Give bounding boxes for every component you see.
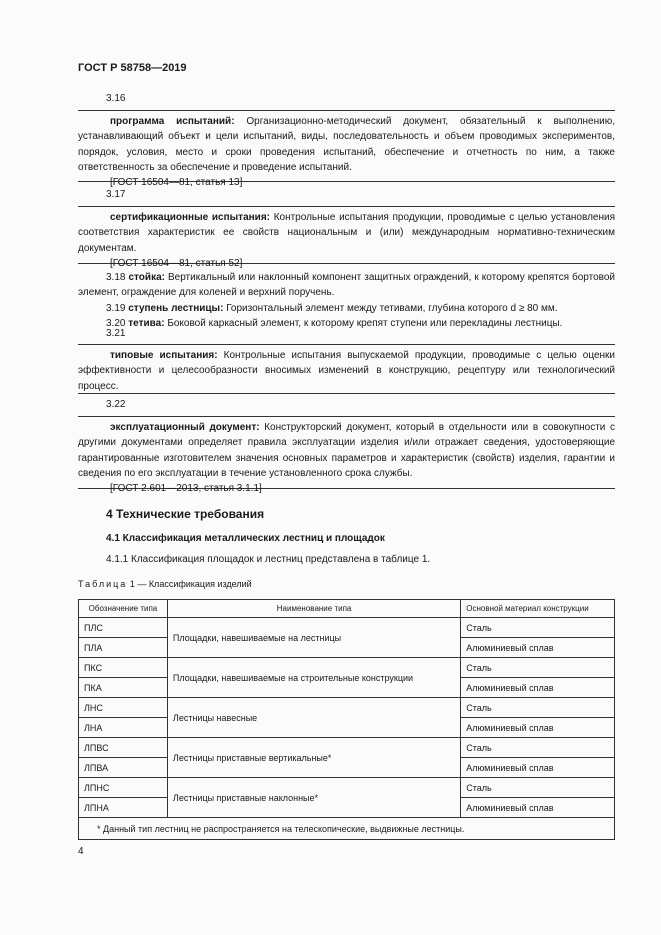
inline-definition (78, 316, 615, 331)
type-code: ПКС (79, 658, 168, 678)
definition-text: Конструкторский документ, который в отдельности или в совокупности с другими документами определяет правила эксплуатации изделия и/или отражает сведения, удостоверяющие гарантированные изготовителем значения основных параметров и характеристик (свойств) изделия, гарантии и сведения по его эксплуатации в течение установленного срока службы. (78, 422, 616, 479)
definition-term: стойка: (128, 272, 165, 283)
type-code: ПЛА (79, 638, 168, 658)
material: Сталь (461, 658, 615, 678)
type-name: Лестницы навесные (167, 698, 460, 738)
definition-block (78, 206, 615, 269)
type-name: Площадки, навешиваемые на строительные конструкции (167, 658, 460, 698)
column-header: Обозначение типа (79, 600, 168, 618)
type-code: ПКА (79, 678, 168, 698)
definition-block (78, 416, 616, 495)
column-header: Основной материал конструкции (461, 600, 615, 618)
material: Сталь (461, 778, 615, 798)
classification-table (78, 599, 615, 840)
section-title: 4 Технические требования (106, 507, 265, 521)
type-name: Площадки, навешиваемые на лестницы (167, 618, 460, 658)
definition-block (78, 344, 615, 394)
standard-designation: ГОСТ Р 58758—2019 (78, 62, 187, 74)
type-code: ЛПНА (79, 798, 168, 818)
material: Сталь (461, 738, 615, 758)
definition-block (78, 110, 616, 189)
definition-text: Организационно-методический документ, обязательный к выполнению, устанавливающий объект и цели испытаний, виды, последовательность и объем проводимых экспериментов, порядок, условия, место и сроки проведения испытаний, обеспечение и отчетность по ним, а также ответственность за обеспечение и проведение испытаний. (78, 116, 616, 173)
table-row (79, 698, 615, 718)
definition-reference: [ГОСТ 2.601—2013, статья 3.1.1] (110, 483, 262, 495)
clause-number: 3.21 (106, 328, 126, 339)
material: Алюминиевый сплав (461, 798, 615, 818)
inline-definition (78, 270, 615, 301)
table-header-row (79, 600, 615, 618)
clause-number: 3.17 (106, 189, 126, 200)
definition-text: Вертикальный или наклонный компонент защитных ограждений, к которому крепятся бортовой элемент, ограждение для коленей и верхний поручень. (78, 272, 616, 299)
clause-number: 3.19 (106, 302, 126, 314)
definition-term: программа испытаний: (110, 116, 235, 127)
material: Алюминиевый сплав (461, 638, 615, 658)
type-code: ЛПНС (79, 778, 168, 798)
paragraph: 4.1.1 Классификация площадок и лестниц представлена в таблице 1. (106, 554, 431, 565)
definition-reference: [ГОСТ 16504—81, статья 52] (110, 257, 243, 269)
definition-text: Контрольные испытания выпускаемой продукции, проводимые с целью оценки эффективности и целесообразности вносимых изменений в конструкцию, рецептуру или технологический процесс. (78, 350, 616, 392)
page-number: 4 (78, 846, 84, 857)
definition-reference: [ГОСТ 16504—81, статья 13] (110, 177, 243, 189)
type-code: ЛПВА (79, 758, 168, 778)
table-row (79, 778, 615, 798)
clause-number: 3.22 (106, 399, 126, 410)
inline-definition (78, 301, 615, 316)
definition-term: ступень лестницы: (128, 302, 224, 314)
material: Сталь (461, 618, 615, 638)
subsection-title: 4.1 Классификация металлических лестниц и площадок (106, 533, 385, 544)
table-caption (78, 579, 252, 589)
table-row (79, 738, 615, 758)
type-name: Лестницы приставные наклонные* (167, 778, 460, 818)
definition-term: тетива: (128, 317, 165, 329)
material: Алюминиевый сплав (461, 758, 615, 778)
table-caption-label: Таблица (78, 579, 128, 589)
material: Алюминиевый сплав (461, 678, 615, 698)
column-header: Наименование типа (167, 600, 460, 618)
clause-number: 3.20 (106, 317, 126, 329)
definition-text: Горизонтальный элемент между тетивами, глубина которого d ≥ 80 мм. (226, 302, 558, 314)
table-row (79, 658, 615, 678)
table-row (79, 618, 615, 638)
type-code: ЛПВС (79, 738, 168, 758)
table-footnote: * Данный тип лестниц не распространяется на телескопические, выдвижные лестницы. (79, 818, 615, 840)
table-caption-text: 1 — Классификация изделий (129, 579, 252, 589)
definition-text: Боковой каркасный элемент, к которому крепят ступени или перекладины лестницы. (167, 317, 563, 329)
definition-term: сертификационные испытания: (110, 212, 270, 223)
type-code: ЛНС (79, 698, 168, 718)
type-code: ПЛС (79, 618, 168, 638)
type-name: Лестницы приставные вертикальные* (167, 738, 460, 778)
clause-number: 3.18 (106, 272, 126, 283)
table-footnote-row (79, 818, 615, 840)
material: Сталь (461, 698, 615, 718)
inline-definitions (78, 270, 615, 331)
definition-term: типовые испытания: (110, 350, 218, 361)
material: Алюминиевый сплав (461, 718, 615, 738)
definition-text: Контрольные испытания продукции, проводимые с целью установления соответствия характеристик ее свойств национальным и (или) международным нормативно-техническим документам. (78, 212, 615, 254)
type-code: ЛНА (79, 718, 168, 738)
definition-term: эксплуатационный документ: (110, 422, 260, 433)
clause-number: 3.16 (106, 93, 126, 104)
